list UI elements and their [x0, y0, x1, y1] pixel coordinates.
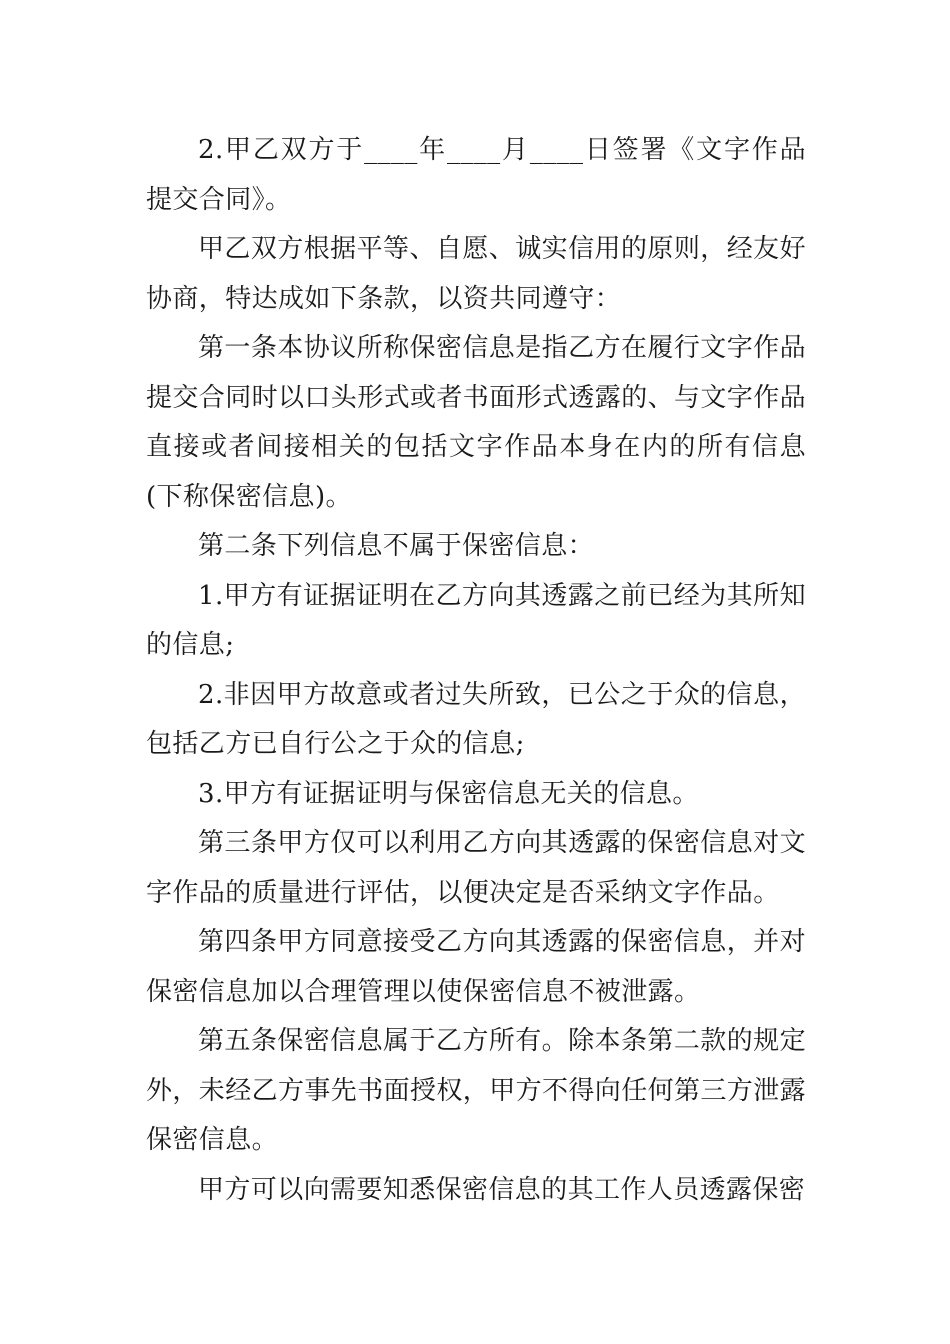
- paragraph-article-1: 第一条本协议所称保密信息是指乙方在履行文字作品提交合同时以口头形式或者书面形式透露的、与文字作品直接或者间接相关的包括文字作品本身在内的所有信息(下称保密信息)。: [146, 333, 807, 512]
- paragraph-article-5: 第五条保密信息属于乙方所有。除本条第二款的规定外，未经乙方事先书面授权，甲方不得向任何第三方泄露保密信息。: [146, 1026, 807, 1155]
- paragraph-article-4: 第四条甲方同意接受乙方向其透露的保密信息，并对保密信息加以合理管理以使保密信息不被泄露。: [146, 927, 806, 1007]
- paragraph-article-2-item-3: 3.甲方有证据证明与保密信息无关的信息。: [198, 778, 699, 809]
- document-body: [146, 126, 806, 1215]
- paragraph-article-5-clause-2: 甲方可以向需要知悉保密信息的其工作人员透露保密: [198, 1174, 806, 1205]
- paragraph-article-2-item-2: 2.非因甲方故意或者过失所致，已公之于众的信息，包括乙方已自行公之于众的信息;: [146, 679, 806, 759]
- paragraph-article-2: 第二条下列信息不属于保密信息：: [198, 531, 595, 561]
- paragraph-preamble: 甲乙双方根据平等、自愿、诚实信用的原则，经友好协商，特达成如下条款，以资共同遵守：: [146, 234, 806, 314]
- paragraph-signing-date: 2.甲乙双方于____年____月____日签署《文字作品提交合同》。: [146, 135, 806, 215]
- paragraph-article-2-item-1: 1.甲方有证据证明在乙方向其透露之前已经为其所知的信息;: [146, 580, 806, 660]
- paragraph-article-3: 第三条甲方仅可以利用乙方向其透露的保密信息对文字作品的质量进行评估，以便决定是否采纳文字作品。: [146, 828, 806, 908]
